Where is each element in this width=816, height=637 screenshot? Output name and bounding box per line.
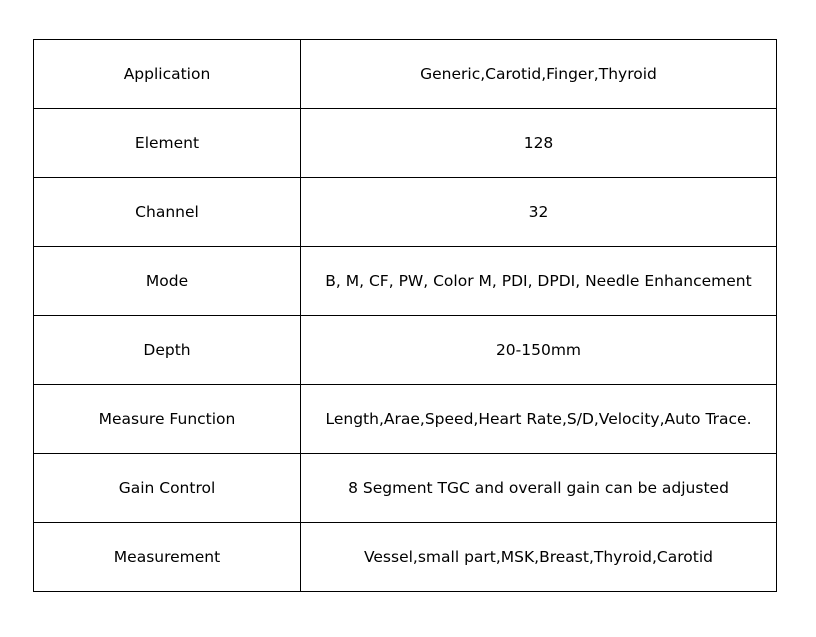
row-value-measure-function: Length,Arae,Speed,Heart Rate,S/D,Velocity,Auto Trace.	[301, 385, 777, 454]
table-row	[34, 178, 777, 247]
table-row	[34, 454, 777, 523]
table-row	[34, 523, 777, 592]
table-row	[34, 40, 777, 109]
row-label-measure-function: Measure Function	[34, 385, 301, 454]
row-value-mode: B, M, CF, PW, Color M, PDI, DPDI, Needle Enhancement	[301, 247, 777, 316]
row-label-gain-control: Gain Control	[34, 454, 301, 523]
row-label-depth: Depth	[34, 316, 301, 385]
table-row	[34, 247, 777, 316]
row-value-measurement: Vessel,small part,MSK,Breast,Thyroid,Carotid	[301, 523, 777, 592]
row-label-mode: Mode	[34, 247, 301, 316]
row-label-element: Element	[34, 109, 301, 178]
table-row	[34, 109, 777, 178]
row-value-application: Generic,Carotid,Finger,Thyroid	[301, 40, 777, 109]
table-row	[34, 385, 777, 454]
row-value-element: 128	[301, 109, 777, 178]
row-value-depth: 20-150mm	[301, 316, 777, 385]
row-label-channel: Channel	[34, 178, 301, 247]
row-label-measurement: Measurement	[34, 523, 301, 592]
row-label-application: Application	[34, 40, 301, 109]
row-value-channel: 32	[301, 178, 777, 247]
row-value-gain-control: 8 Segment TGC and overall gain can be adjusted	[301, 454, 777, 523]
spec-table	[33, 39, 777, 592]
table-row	[34, 316, 777, 385]
spec-table-body	[34, 40, 777, 592]
